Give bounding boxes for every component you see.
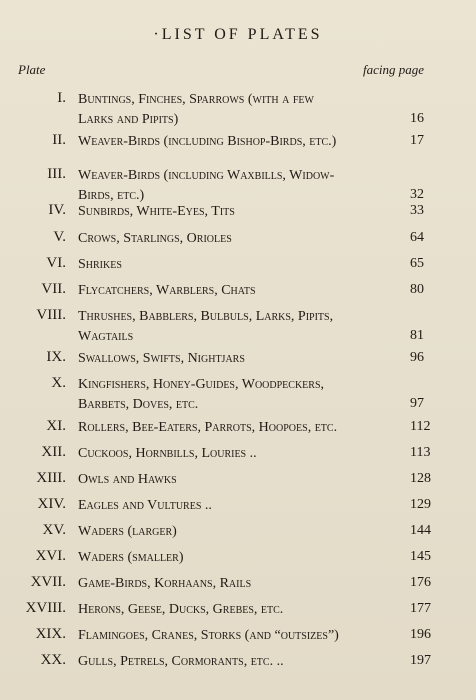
facing-page-number: 17 (410, 133, 424, 148)
plate-number: XIII. (36, 470, 66, 486)
plate-subject (78, 132, 408, 152)
plate-number: II. (52, 132, 66, 148)
plate-subject-line: Flycatchers, Warblers, Chats (78, 283, 256, 298)
facing-page-number: 128 (410, 471, 431, 486)
plate-subject-line: Waders (smaller) (78, 550, 184, 565)
plate-subject-line: Sunbirds, White-Eyes, Tits (78, 204, 235, 219)
plate-subject (78, 652, 408, 672)
plate-number: XI. (46, 418, 66, 434)
plate-subject-line: Rollers, Bee-Eaters, Parrots, Hoopoes, etc. (78, 420, 338, 435)
plate-subject (78, 349, 408, 369)
plate-number: X. (51, 375, 66, 391)
plate-subject (78, 90, 408, 130)
plate-subject-line: Flamingoes, Cranes, Storks (and “outsizes”) (78, 628, 339, 643)
facing-page-number: 113 (410, 445, 431, 460)
plate-number: XVI. (35, 548, 66, 564)
plate-subject (78, 281, 408, 301)
plate-subject (78, 229, 408, 249)
plate-number: XIV. (37, 496, 66, 512)
facing-page-number: 176 (410, 575, 431, 590)
plate-subject (78, 418, 408, 438)
plate-subject-line: Owls and Hawks (78, 472, 177, 487)
plate-number: I. (57, 90, 66, 106)
plate-subject (78, 522, 408, 542)
page-title: ·LIST OF PLATES (153, 26, 323, 43)
plate-number: XIX. (35, 626, 66, 642)
plate-subject-line: Buntings, Finches, Sparrows (with a few (78, 92, 314, 107)
plate-subject-line: Wagtails (78, 329, 134, 344)
plate-number: VI. (46, 255, 66, 271)
plate-subject (78, 444, 408, 464)
plate-number: XVIII. (25, 600, 66, 616)
plate-subject (78, 166, 408, 206)
facing-page-number: 80 (410, 282, 424, 297)
plate-column-header: Plate (18, 62, 46, 77)
facing-page-number: 16 (410, 111, 424, 126)
plate-subject (78, 307, 408, 347)
facing-page-number: 64 (410, 230, 424, 245)
plate-subject-line: Crows, Starlings, Orioles (78, 231, 232, 246)
facing-page-number: 96 (410, 350, 424, 365)
facing-page-number: 145 (410, 549, 431, 564)
facing-page-number: 33 (410, 203, 424, 218)
facing-page-number: 65 (410, 256, 424, 271)
plate-number: V. (53, 229, 66, 245)
plate-number: XX. (40, 652, 66, 668)
facing-page-column-header: facing page (362, 62, 424, 77)
plate-subject-line: Thrushes, Babblers, Bulbuls, Larks, Pipits, (78, 309, 334, 324)
plate-subject (78, 574, 408, 594)
plate-subject-line: Birds, etc.) (78, 188, 145, 203)
plate-subject (78, 496, 408, 516)
plate-subject-line: Kingfishers, Honey-Guides, Woodpeckers, (78, 377, 325, 392)
plate-number: IV. (48, 202, 66, 218)
plate-subject (78, 548, 408, 568)
facing-page-number: 144 (410, 523, 431, 538)
plate-number: XVII. (30, 574, 66, 590)
facing-page-number: 32 (410, 187, 424, 202)
plate-subject (78, 626, 408, 646)
plate-number: VIII. (36, 307, 66, 323)
plate-subject (78, 202, 408, 222)
plate-subject-line: Weaver-Birds (including Waxbills, Widow- (78, 168, 335, 183)
facing-page-number: 97 (410, 396, 424, 411)
facing-page-number: 81 (410, 328, 424, 343)
plate-subject-line: Game-Birds, Korhaans, Rails (78, 576, 252, 591)
facing-page-number: 129 (410, 497, 431, 512)
plate-subject-line: Herons, Geese, Ducks, Grebes, etc. (78, 602, 284, 617)
facing-page-number: 197 (410, 653, 431, 668)
plate-subject-line: Gulls, Petrels, Cormorants, etc. .. (78, 654, 284, 669)
plate-subject-line: Eagles and Vultures .. (78, 498, 212, 513)
plate-subject (78, 375, 408, 415)
plate-subject-line: Weaver-Birds (including Bishop-Birds, etc.) (78, 134, 337, 149)
plate-number: XV. (42, 522, 66, 538)
plate-subject-line: Swallows, Swifts, Nightjars (78, 351, 245, 366)
plate-number: IX. (46, 349, 66, 365)
plate-number: III. (47, 166, 66, 182)
plate-subject (78, 470, 408, 490)
plate-subject-line: Waders (larger) (78, 524, 177, 539)
facing-page-number: 196 (410, 627, 431, 642)
plate-subject-line: Larks and Pipits) (78, 112, 179, 127)
facing-page-number: 177 (410, 601, 431, 616)
plate-subject-line: Cuckoos, Hornbills, Louries .. (78, 446, 257, 461)
plate-subject (78, 255, 408, 275)
plate-number: VII. (41, 281, 66, 297)
plate-subject-line: Barbets, Doves, etc. (78, 397, 199, 412)
facing-page-number: 112 (410, 419, 431, 434)
plate-subject (78, 600, 408, 620)
plate-subject-line: Shrikes (78, 257, 122, 272)
plate-number: XII. (41, 444, 66, 460)
